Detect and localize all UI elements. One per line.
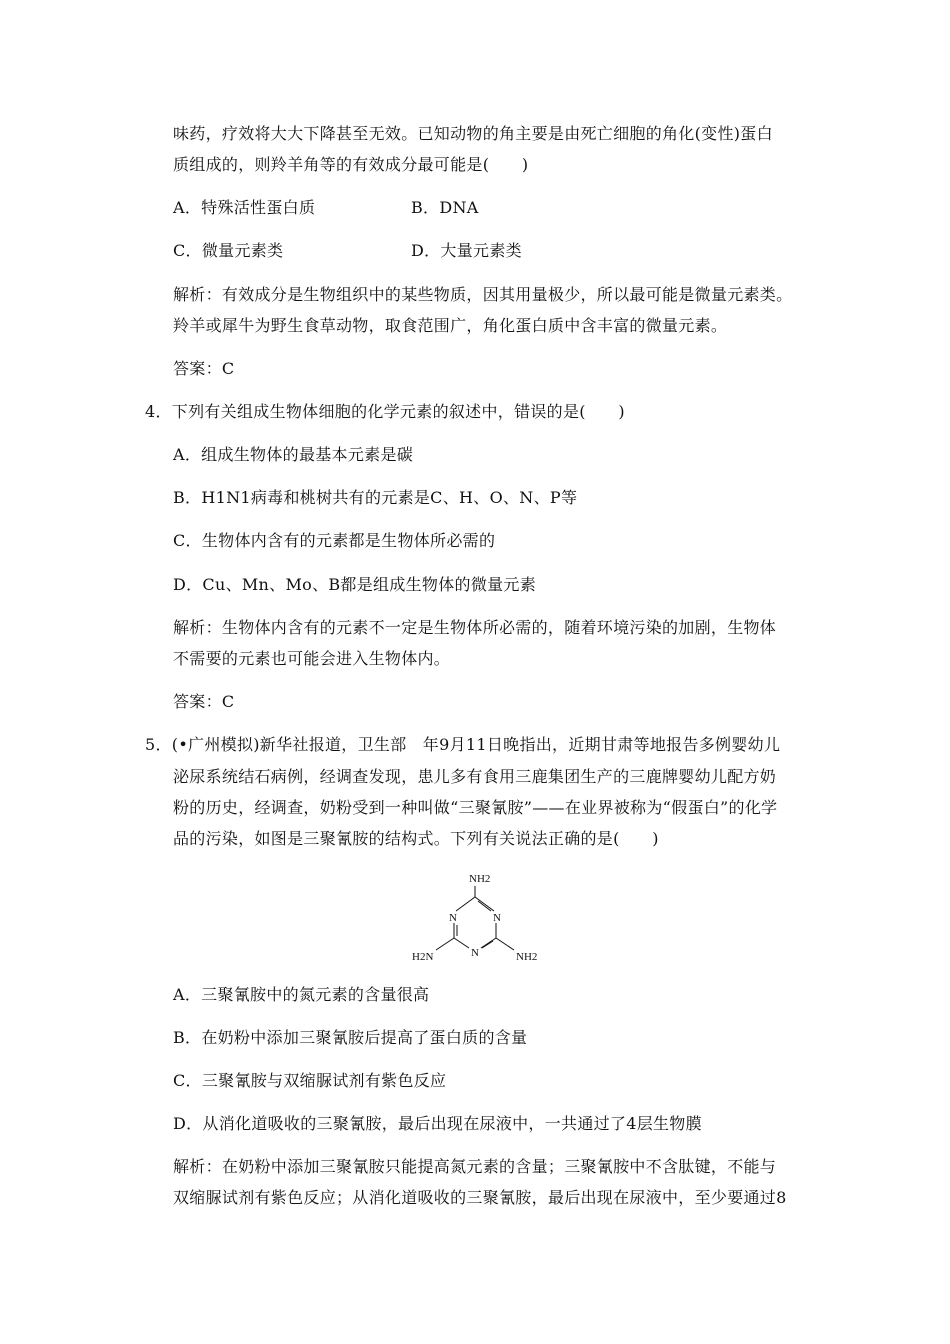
- q5-option-d: D．从消化道吸收的三聚氰胺，最后出现在尿液中，一共通过了4层生物膜: [173, 1114, 702, 1133]
- q5-option-a: A．三聚氰胺中的氮元素的含量很高: [173, 985, 430, 1004]
- q5-stem-line3: 粉的历史，经调查，奶粉受到一种叫做“三聚氰胺”——在业界被称为“假蛋白”的化学: [173, 798, 778, 817]
- bond-right-substituent: [496, 938, 514, 950]
- q3-stem-line1: 味药，疗效将大大下降甚至无效。已知动物的角主要是由死亡细胞的角化(变性)蛋白: [173, 124, 773, 143]
- q5-stem-line2: 泌尿系统结石病例，经调查发现，患儿多有食用三鹿集团生产的三鹿牌婴幼儿配方奶: [173, 767, 777, 786]
- bond-ring: [475, 897, 494, 911]
- bond-ring: [456, 897, 475, 911]
- ring-nitrogen-left: N: [449, 912, 457, 924]
- bond-left-substituent: [436, 938, 454, 950]
- q4-option-d: D．Cu、Mn、Mo、B都是组成生物体的微量元素: [173, 575, 537, 594]
- left-amino-label: H2N: [412, 951, 434, 963]
- right-amino-label: NH2: [516, 951, 538, 963]
- q3-answer: 答案：C: [173, 359, 235, 378]
- q5-analysis-line1: 解析：在奶粉中添加三聚氰胺只能提高氮元素的含量；三聚氰胺中不含肽键，不能与: [173, 1157, 777, 1176]
- q3-stem-line2: 质组成的，则羚羊角等的有效成分最可能是( ): [173, 155, 529, 174]
- q3-analysis-line1: 解析：有效成分是生物组织中的某些物质，因其用量极少，所以最可能是微量元素类。: [173, 285, 793, 304]
- q3-option-a: A．特殊活性蛋白质: [173, 198, 316, 217]
- q4-option-c: C．生物体内含有的元素都是生物体所必需的: [173, 531, 496, 550]
- q4-option-a: A．组成生物体的最基本元素是碳: [173, 445, 414, 464]
- ring-nitrogen-right: N: [493, 912, 501, 924]
- q4-analysis-line2: 不需要的元素也可能会进入生物体内。: [173, 649, 451, 668]
- q3-option-c: C．微量元素类: [173, 241, 284, 260]
- q4-answer: 答案：C: [173, 692, 235, 711]
- q3-analysis-line2: 羚羊或犀牛为野生食草动物，取食范围广，角化蛋白质中含丰富的微量元素。: [173, 316, 728, 335]
- q4-stem: 4．下列有关组成生物体细胞的化学元素的叙述中，错误的是( ): [145, 402, 625, 421]
- bond-ring: [454, 938, 469, 948]
- q5-stem-line1: 5．(•广州模拟)新华社报道，卫生部 年9月11日晚指出，近期甘肃等地报告多例婴幼儿: [145, 735, 781, 754]
- q3-option-d: D．大量元素类: [411, 241, 522, 260]
- q4-analysis-line1: 解析：生物体内含有的元素不一定是生物体所必需的，随着环境污染的加剧，生物体: [173, 618, 777, 637]
- top-amino-label: NH2: [469, 873, 491, 885]
- q5-analysis-line2: 双缩脲试剂有紫色反应；从消化道吸收的三聚氰胺，最后出现在尿液中，至少要通过8: [173, 1188, 787, 1207]
- q5-stem-line4: 品的污染，如图是三聚氰胺的结构式。下列有关说法正确的是( ): [173, 829, 659, 848]
- bond-ring-double: [482, 941, 493, 948]
- q3-option-b: B．DNA: [411, 198, 479, 217]
- q5-option-b: B．在奶粉中添加三聚氰胺后提高了蛋白质的含量: [173, 1028, 528, 1047]
- q4-option-b: B．H1N1病毒和桃树共有的元素是C、H、O、N、P等: [173, 488, 578, 507]
- bond-ring-double: [478, 901, 491, 911]
- melamine-structure-diagram: [400, 868, 550, 976]
- bond-ring: [481, 938, 496, 948]
- ring-nitrogen-bottom: N: [471, 947, 479, 959]
- q5-option-c: C．三聚氰胺与双缩脲试剂有紫色反应: [173, 1071, 447, 1090]
